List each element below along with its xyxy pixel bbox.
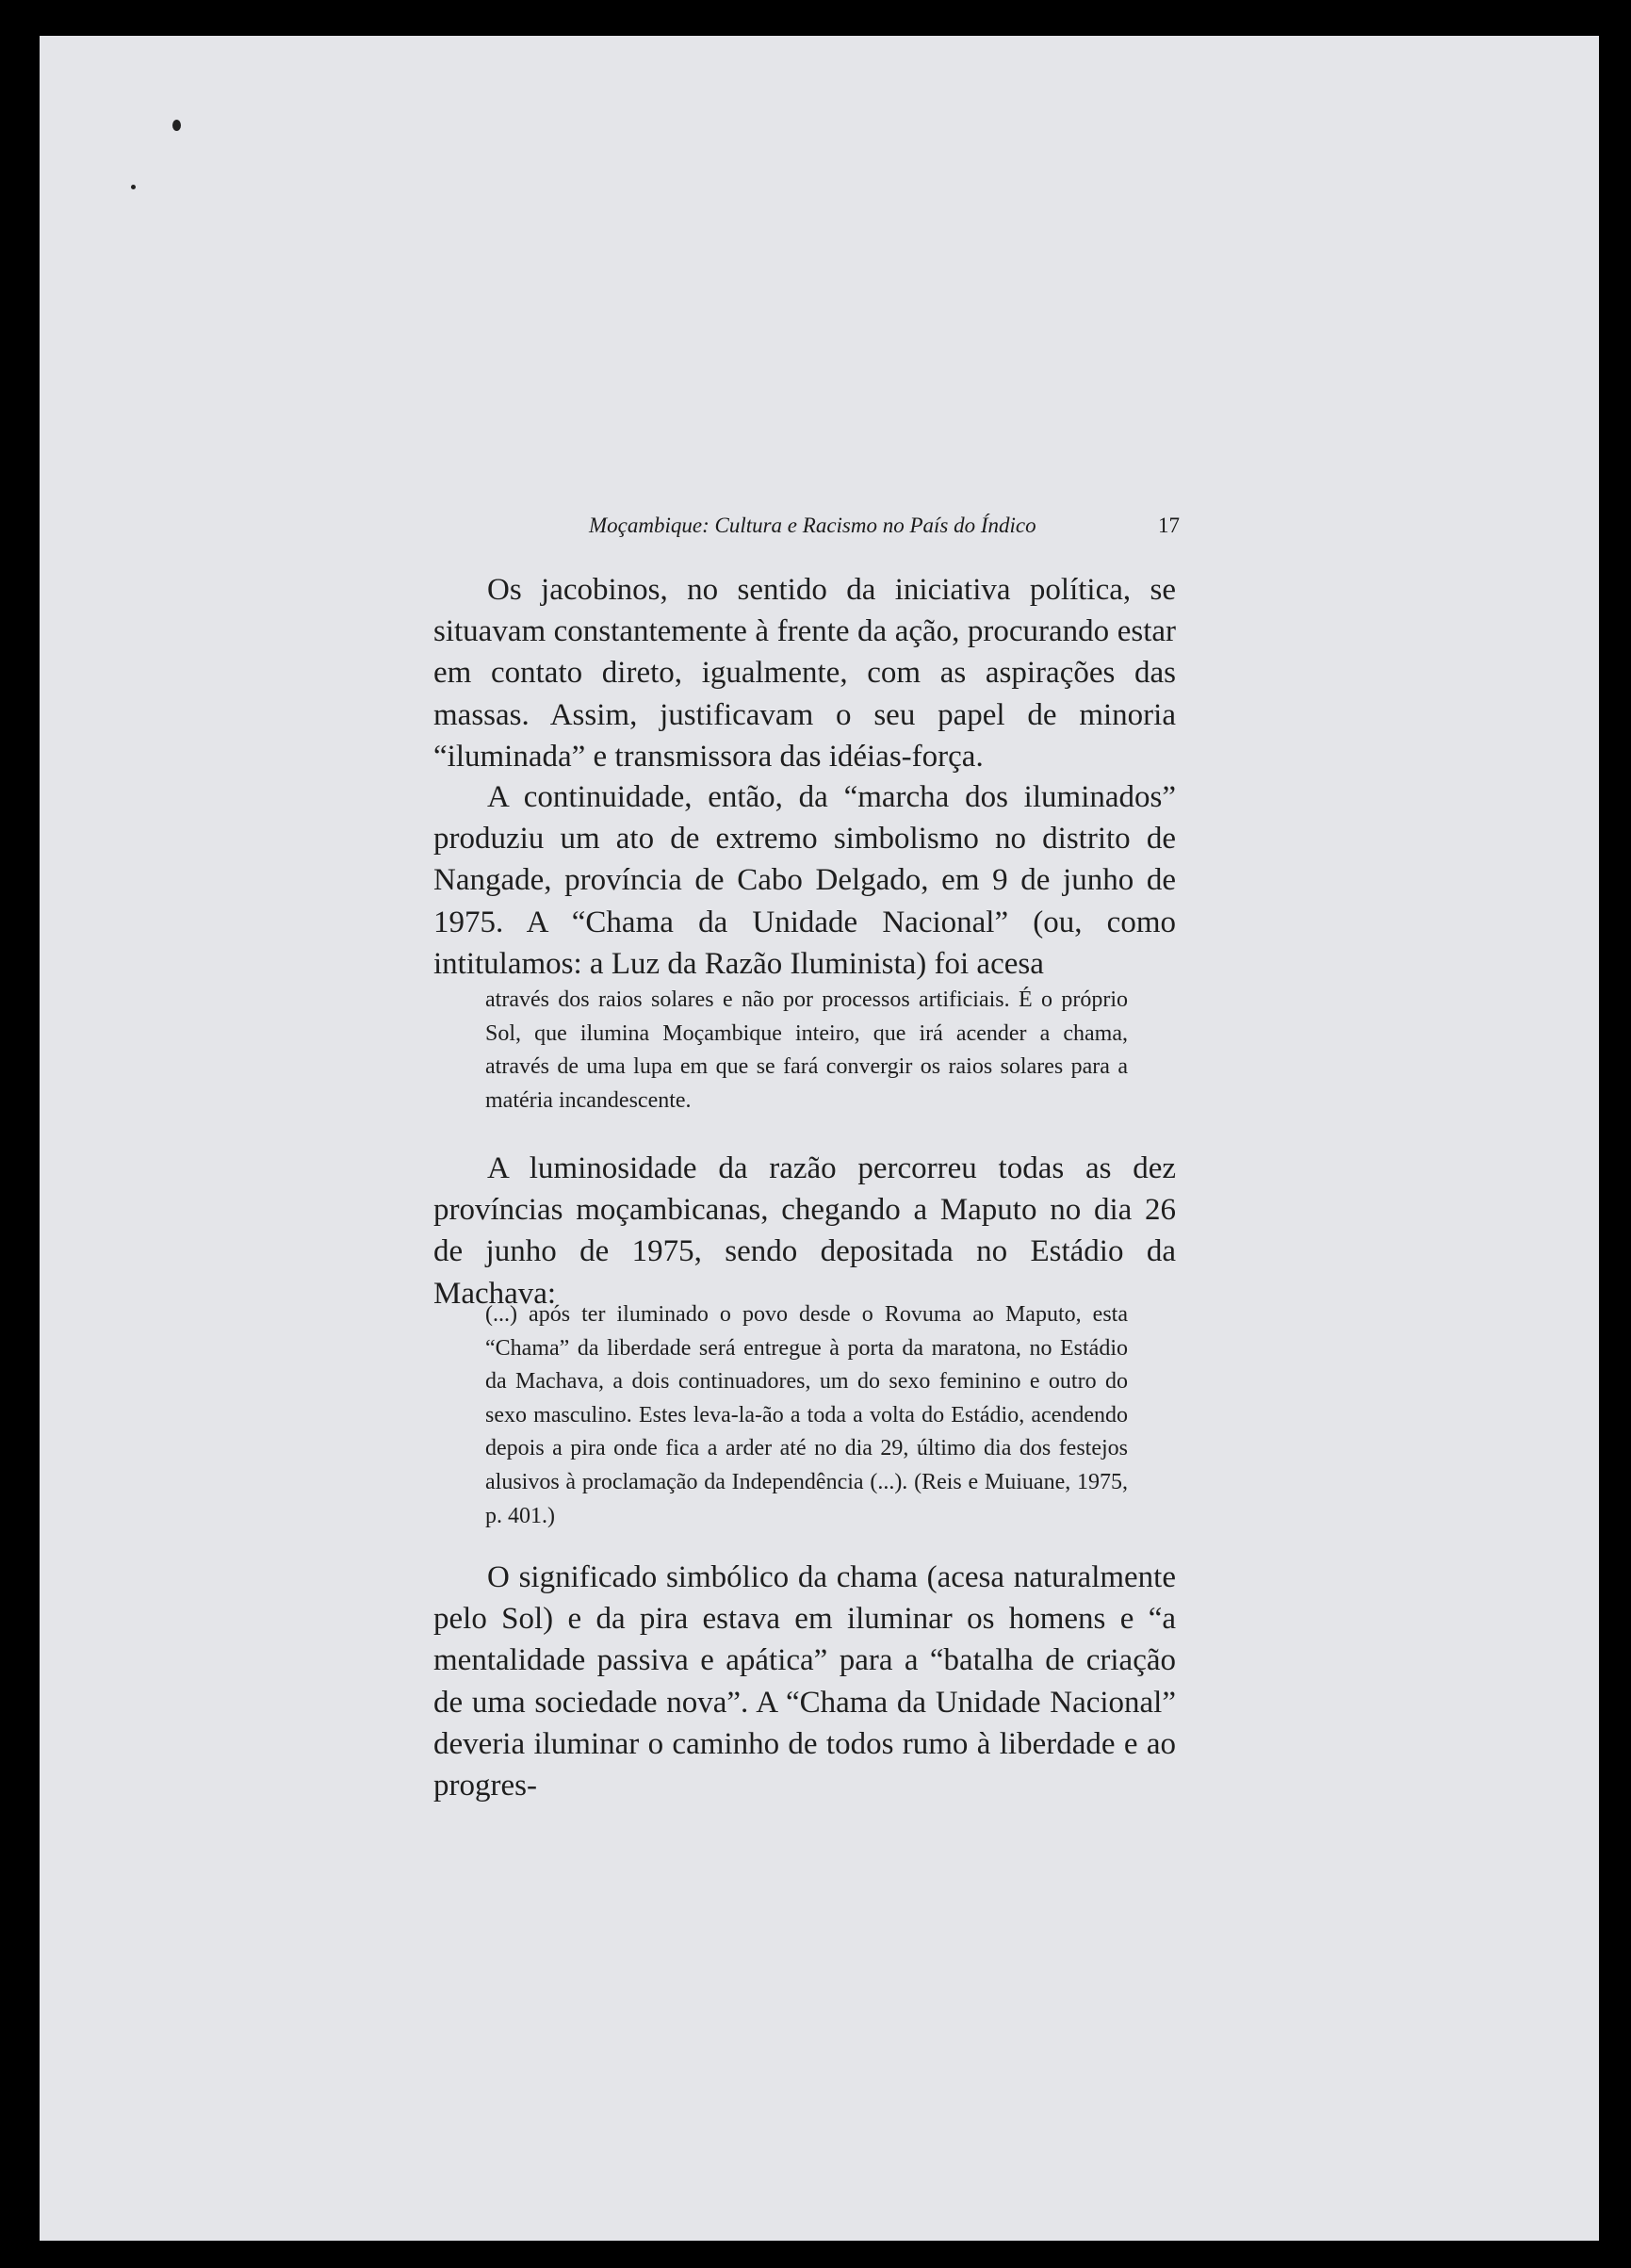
scanned-page: [40, 36, 1599, 2241]
block-quote-2: (...) após ter iluminado o povo desde o Rovuma ao Maputo, esta “Chama” da liberdade será entregue à porta da maratona, no Estádio da Machava, a dois continuadores, um do sexo feminino e outro do sexo masculino. Estes leva-la-ão a toda a volta do Estádio, acendendo depois a pira onde fica a arder até no dia 29, último dia dos festejos alusivos à proclamação da Independência (...). (Reis e Muiuane, 1975, p. 401.): [485, 1302, 1128, 1528]
paragraph-2: A continuidade, então, da “marcha dos iluminados” produziu um ato de extremo simbolismo no distrito de Nangade, província de Cabo Delgado, em 9 de junho de 1975. A “Chama da Unidade Nacional” (ou, como intitulamos: a Luz da Razão Iluminista) foi acesa: [433, 780, 1176, 981]
paragraph-1: Os jacobinos, no sentido da iniciativa política, se situavam constantemente à frente da ação, procurando estar em contato direto, igualmente, com as aspirações das massas. Assim, justificavam o seu papel de minoria “iluminada” e transmissora das idéias-força.: [433, 573, 1176, 774]
paragraph-3: A luminosidade da razão percorreu todas as dez províncias moçambicanas, chegando a Maputo no dia 26 de junho de 1975, sendo depositada no Estádio da Machava:: [433, 1151, 1176, 1311]
paragraph-4: O significado simbólico da chama (acesa naturalmente pelo Sol) e da pira estava em iluminar os homens e “a mentalidade passiva e apática” para a “batalha de criação de uma sociedade nova”. A “Chama da Unidade Nacional” deveria iluminar o caminho de todos rumo à liberdade e ao progres-: [433, 1560, 1176, 1803]
ink-speck: [131, 185, 136, 189]
block-quote-1: através dos raios solares e não por processos artificiais. É o próprio Sol, que ilumina Moçambique inteiro, que irá acender a chama, através de uma lupa em que se fará convergir os raios solares para a matéria incandescente.: [485, 987, 1128, 1113]
running-title: Moçambique: Cultura e Racismo no País do Índico: [589, 514, 1036, 537]
page-number: 17: [1158, 514, 1180, 537]
ink-speck: [172, 120, 181, 131]
running-header: [589, 514, 1180, 538]
